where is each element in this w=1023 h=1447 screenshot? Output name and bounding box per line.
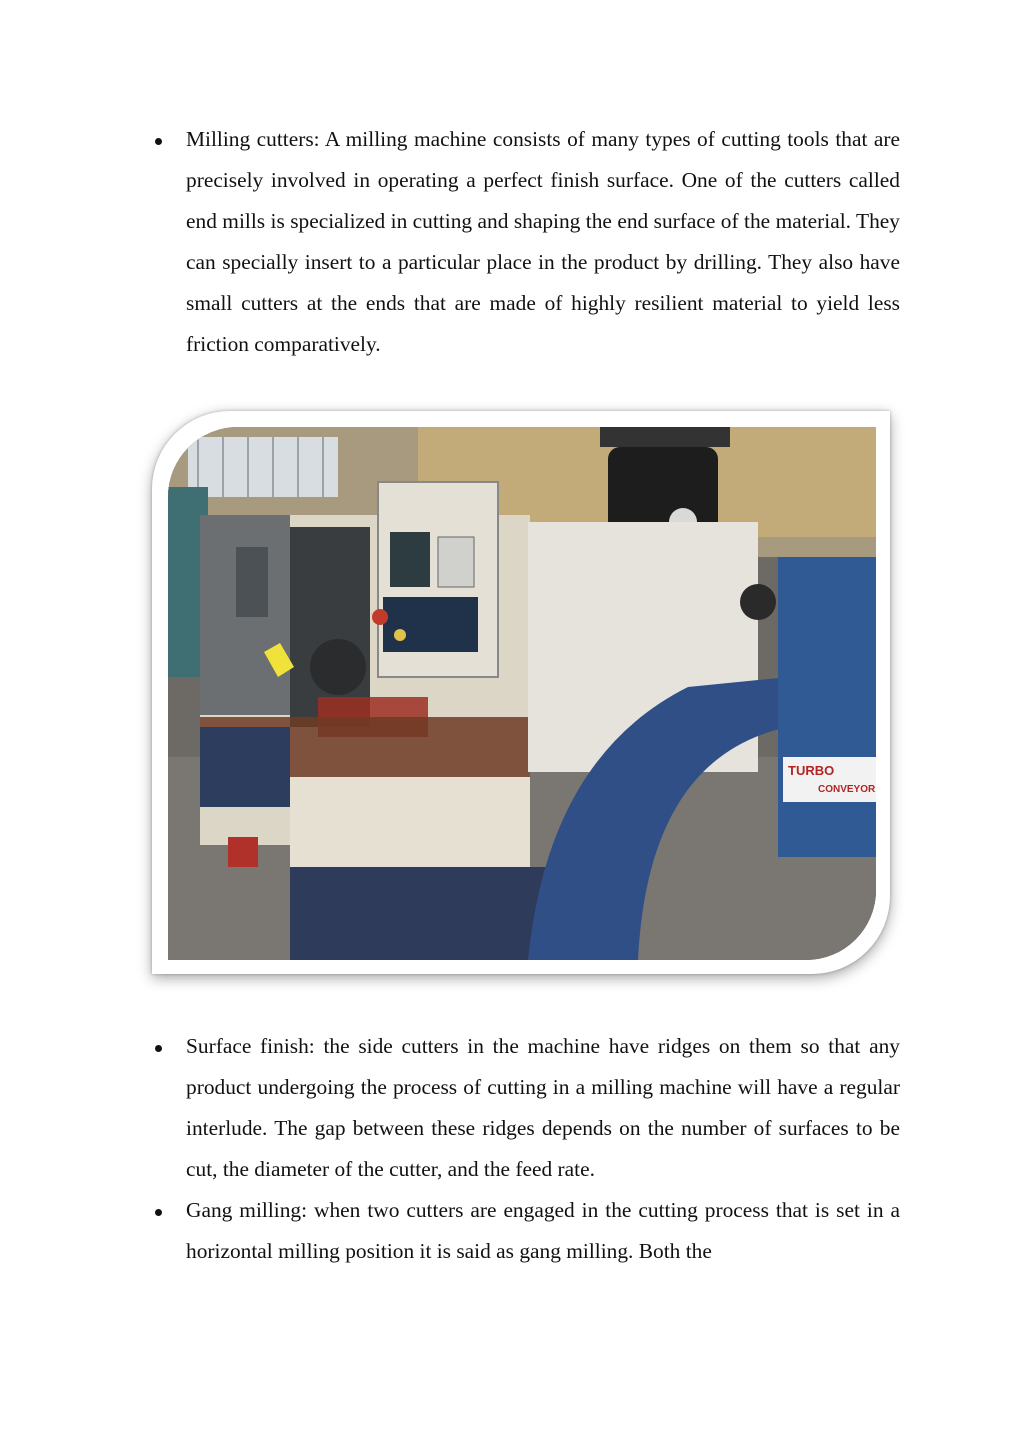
list-item xyxy=(150,1026,900,1190)
photo-label-brand: TURBO xyxy=(788,763,835,778)
bullet-text-milling-cutters: Milling cutters: A milling machine consists of many types of cutting tools that are precisely involved in operating a perfect finish surface. One of the cutters called end mills is specialized in cutting and shaping the end surface of the material. They can specially insert to a particular place in the product by drilling. They also have small cutters at the ends that are made of highly resilient material to yield less friction comparatively. xyxy=(186,127,900,356)
photo-label-conveyor: CONVEYOR xyxy=(818,784,876,795)
bullet-text-gang-milling: Gang milling: when two cutters are engaged in the cutting process that is set in a horizontal milling position it is said as gang milling. Both the xyxy=(186,1198,900,1263)
bullet-list-bottom xyxy=(150,1026,900,1272)
bullet-dot-icon xyxy=(155,1045,162,1052)
list-item xyxy=(150,1190,900,1272)
bullet-dot-icon xyxy=(155,138,162,145)
bullet-dot-icon xyxy=(155,1209,162,1216)
bullet-text-surface-finish: Surface finish: the side cutters in the machine have ridges on them so that any product undergoing the process of cutting in a milling machine will have a regular interlude. The gap between these ridges depends on the number of surfaces to be cut, the diameter of the cutter, and the feed rate. xyxy=(186,1034,900,1181)
bullet-list-top xyxy=(150,119,900,365)
list-item xyxy=(150,119,900,365)
cnc-machine-photo xyxy=(168,427,876,960)
